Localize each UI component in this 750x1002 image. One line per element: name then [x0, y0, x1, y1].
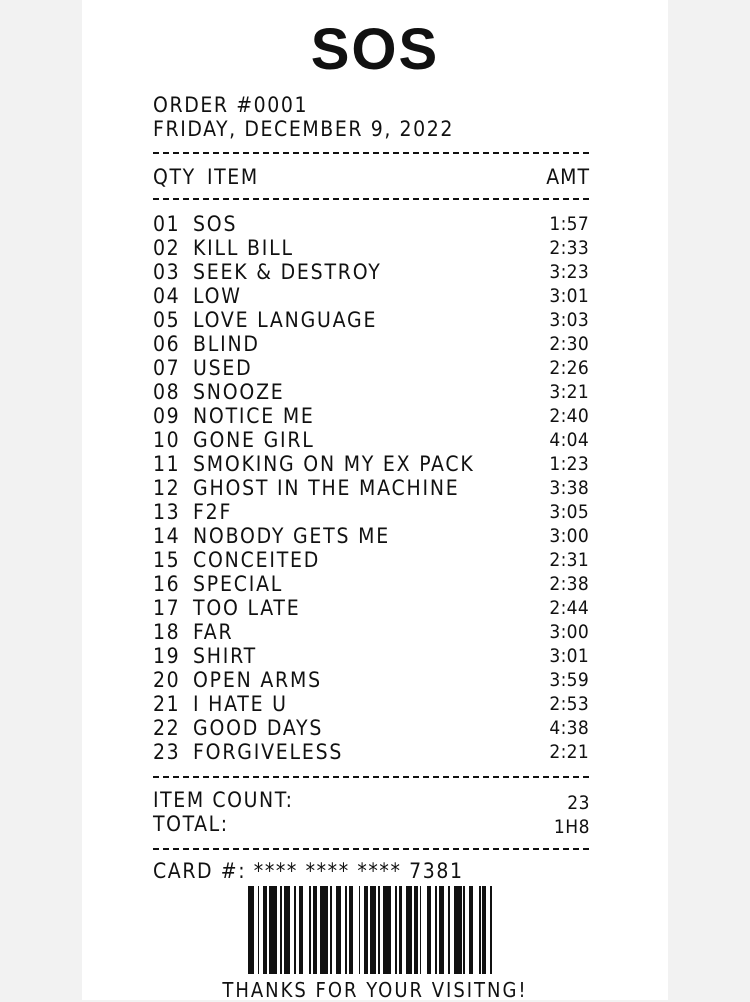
- track-number: 09: [153, 404, 181, 428]
- divider: [153, 152, 589, 154]
- order-date: FRIDAY, DECEMBER 9, 2022: [153, 117, 454, 141]
- track-name: TOO LATE: [193, 596, 301, 620]
- track-duration: 3:03: [549, 309, 589, 331]
- divider: [153, 848, 589, 850]
- total-label: TOTAL:: [153, 812, 229, 836]
- track-row: [153, 260, 589, 284]
- track-duration: 1:57: [549, 213, 589, 235]
- track-duration: 2:44: [549, 597, 589, 619]
- track-name: USED: [193, 356, 253, 380]
- track-row: [153, 716, 589, 740]
- track-duration: 4:04: [549, 429, 589, 451]
- track-row: [153, 644, 589, 668]
- track-name: I HATE U: [193, 692, 288, 716]
- track-duration: 2:26: [549, 357, 589, 379]
- track-row: [153, 452, 589, 476]
- track-name: NOBODY GETS ME: [193, 524, 390, 548]
- order-number: ORDER #0001: [153, 93, 309, 117]
- track-duration: 1:23: [549, 453, 589, 475]
- track-row: [153, 692, 589, 716]
- track-number: 03: [153, 260, 181, 284]
- track-name: GONE GIRL: [193, 428, 315, 452]
- track-duration: 2:30: [549, 333, 589, 355]
- track-name: SOS: [193, 212, 238, 236]
- track-number: 10: [153, 428, 181, 452]
- track-row: [153, 572, 589, 596]
- track-number: 17: [153, 596, 181, 620]
- track-row: [153, 212, 589, 236]
- track-number: 21: [153, 692, 181, 716]
- column-amt: AMT: [546, 165, 590, 189]
- track-row: [153, 476, 589, 500]
- track-number: 14: [153, 524, 181, 548]
- track-row: [153, 740, 589, 764]
- track-row: [153, 668, 589, 692]
- track-row: [153, 428, 589, 452]
- track-number: 06: [153, 332, 181, 356]
- track-number: 05: [153, 308, 181, 332]
- track-name: OPEN ARMS: [193, 668, 322, 692]
- track-name: CONCEITED: [193, 548, 321, 572]
- track-name: LOW: [193, 284, 242, 308]
- track-number: 16: [153, 572, 181, 596]
- track-duration: 2:21: [549, 741, 589, 763]
- track-row: [153, 236, 589, 260]
- divider: [153, 776, 589, 778]
- track-name: SMOKING ON MY EX PACK: [193, 452, 475, 476]
- track-row: [153, 380, 589, 404]
- track-number: 12: [153, 476, 181, 500]
- album-title: SOS: [310, 17, 440, 82]
- track-duration: 3:00: [549, 621, 589, 643]
- track-name: KILL BILL: [193, 236, 294, 260]
- track-duration: 2:31: [549, 549, 589, 571]
- track-duration: 3:01: [549, 645, 589, 667]
- track-duration: 3:21: [549, 381, 589, 403]
- track-row: [153, 524, 589, 548]
- track-duration: 3:05: [549, 501, 589, 523]
- item-count-label: ITEM COUNT:: [153, 788, 294, 812]
- track-row: [153, 308, 589, 332]
- track-duration: 3:00: [549, 525, 589, 547]
- track-duration: 2:38: [549, 573, 589, 595]
- column-item: ITEM: [207, 165, 259, 189]
- track-number: 13: [153, 500, 181, 524]
- track-number: 01: [153, 212, 181, 236]
- track-name: NOTICE ME: [193, 404, 315, 428]
- track-list: [153, 212, 589, 764]
- track-name: SPECIAL: [193, 572, 284, 596]
- track-duration: 3:59: [549, 669, 589, 691]
- track-number: 02: [153, 236, 181, 260]
- track-name: GOOD DAYS: [193, 716, 324, 740]
- track-row: [153, 332, 589, 356]
- track-number: 20: [153, 668, 181, 692]
- track-duration: 2:40: [549, 405, 589, 427]
- track-name: BLIND: [193, 332, 260, 356]
- track-number: 08: [153, 380, 181, 404]
- track-duration: 3:23: [549, 261, 589, 283]
- track-row: [153, 500, 589, 524]
- item-count-value: 23: [567, 792, 590, 814]
- track-number: 22: [153, 716, 181, 740]
- column-qty: QTY: [153, 165, 196, 189]
- divider: [153, 198, 589, 200]
- thanks-message: THANKS FOR YOUR VISITNG!: [222, 978, 528, 1002]
- track-name: GHOST IN THE MACHINE: [193, 476, 460, 500]
- track-duration: 3:38: [549, 477, 589, 499]
- card-number: CARD #: **** **** **** 7381: [153, 859, 464, 883]
- track-row: [153, 356, 589, 380]
- track-duration: 2:53: [549, 693, 589, 715]
- track-duration: 2:33: [549, 237, 589, 259]
- track-name: F2F: [193, 500, 233, 524]
- track-name: FAR: [193, 620, 234, 644]
- track-row: [153, 548, 589, 572]
- track-number: 23: [153, 740, 181, 764]
- track-row: [153, 404, 589, 428]
- track-duration: 3:01: [549, 285, 589, 307]
- track-name: LOVE LANGUAGE: [193, 308, 378, 332]
- track-name: SNOOZE: [193, 380, 285, 404]
- track-number: 11: [153, 452, 181, 476]
- track-number: 15: [153, 548, 181, 572]
- track-name: SEEK & DESTROY: [193, 260, 382, 284]
- track-number: 04: [153, 284, 181, 308]
- barcode-icon: [248, 886, 498, 974]
- track-number: 07: [153, 356, 181, 380]
- track-row: [153, 596, 589, 620]
- track-duration: 4:38: [549, 717, 589, 739]
- total-value: 1H8: [553, 816, 590, 838]
- track-number: 18: [153, 620, 181, 644]
- track-name: FORGIVELESS: [193, 740, 344, 764]
- track-row: [153, 620, 589, 644]
- track-name: SHIRT: [193, 644, 257, 668]
- track-number: 19: [153, 644, 181, 668]
- track-row: [153, 284, 589, 308]
